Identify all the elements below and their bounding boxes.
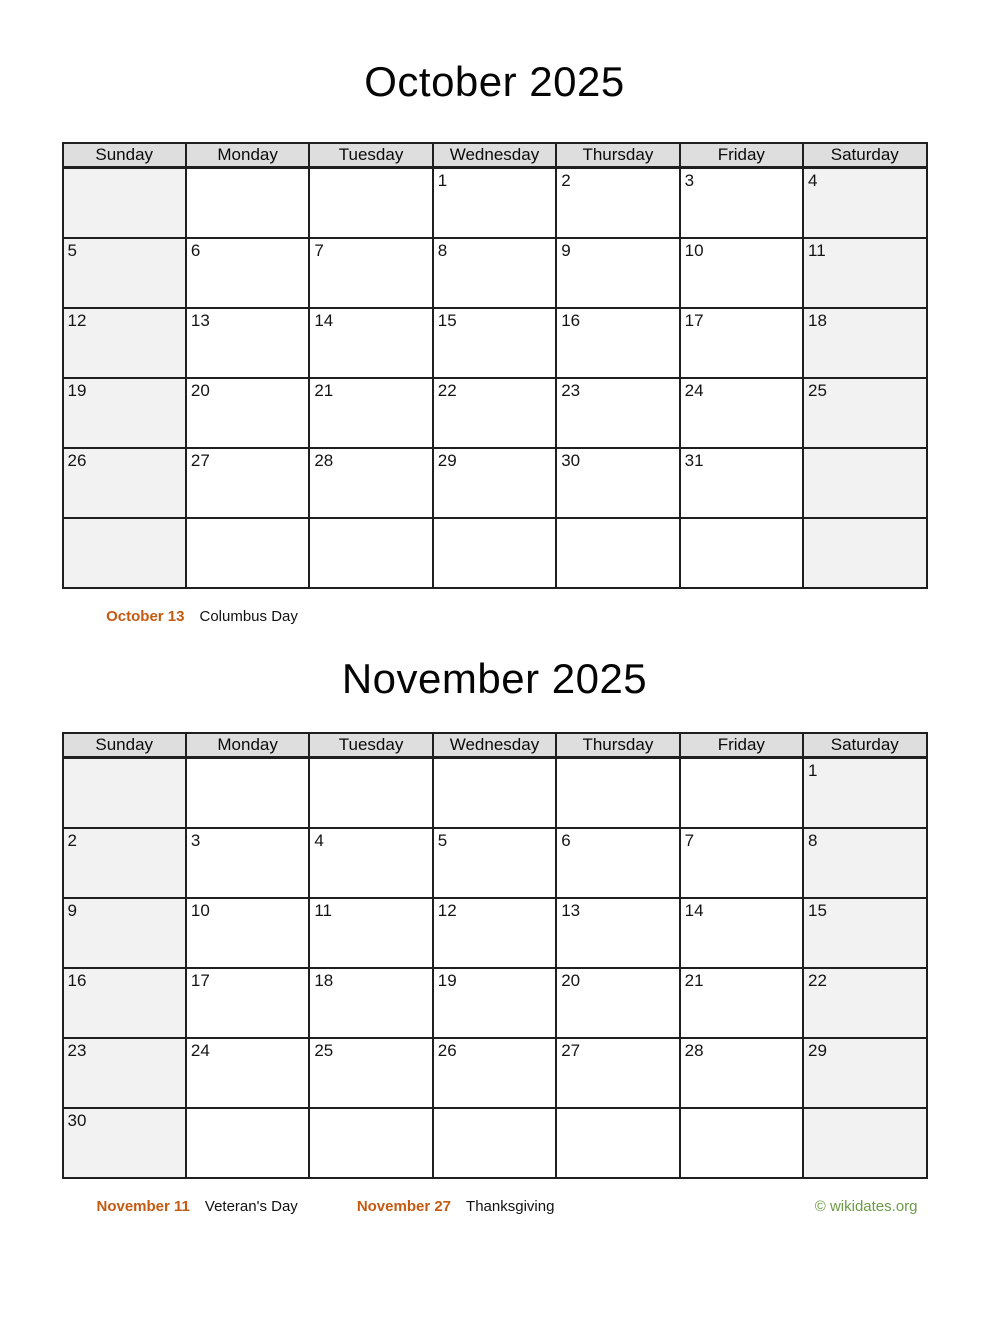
day-cell-empty [433, 518, 556, 588]
day-cell-empty [433, 758, 556, 829]
month-section-october [0, 56, 989, 627]
day-cell-empty [63, 758, 186, 829]
day-cell-16: 16 [556, 308, 679, 378]
weekday-header-monday: Monday [186, 733, 309, 758]
day-cell-2: 2 [63, 828, 186, 898]
day-cell-6: 6 [556, 828, 679, 898]
day-cell-21: 21 [309, 378, 432, 448]
weekday-header-tuesday: Tuesday [309, 733, 432, 758]
day-cell-13: 13 [186, 308, 309, 378]
day-cell-7: 7 [309, 238, 432, 308]
day-cell-6: 6 [186, 238, 309, 308]
wikidates-copyright-link[interactable]: © wikidates.org [814, 1198, 918, 1215]
day-cell-empty [803, 518, 926, 588]
day-cell-22: 22 [433, 378, 556, 448]
day-cell-24: 24 [680, 378, 803, 448]
day-cell-29: 29 [433, 448, 556, 518]
day-cell-12: 12 [433, 898, 556, 968]
day-cell-empty [803, 448, 926, 518]
day-cell-17: 17 [186, 968, 309, 1038]
november-notes [62, 1197, 928, 1217]
month-title-october: October 2025 [364, 58, 625, 105]
day-cell-14: 14 [680, 898, 803, 968]
day-cell-empty [556, 518, 679, 588]
day-cell-15: 15 [433, 308, 556, 378]
weekday-header-saturday: Saturday [803, 733, 926, 758]
november-calendar-table [62, 732, 928, 1179]
holiday-note-veterans-day [97, 1197, 298, 1217]
day-cell-28: 28 [680, 1038, 803, 1108]
day-cell-18: 18 [803, 308, 926, 378]
day-cell-5: 5 [433, 828, 556, 898]
holiday-label: Veteran's Day [204, 1198, 298, 1215]
week-row [63, 448, 927, 518]
day-cell-2: 2 [556, 168, 679, 239]
day-cell-7: 7 [680, 828, 803, 898]
weekday-header-wednesday: Wednesday [433, 143, 556, 168]
day-cell-empty [186, 758, 309, 829]
day-cell-8: 8 [433, 238, 556, 308]
day-cell-17: 17 [680, 308, 803, 378]
day-cell-4: 4 [309, 828, 432, 898]
day-cell-empty [63, 518, 186, 588]
day-cell-24: 24 [186, 1038, 309, 1108]
week-row [63, 898, 927, 968]
week-row [63, 828, 927, 898]
day-cell-10: 10 [186, 898, 309, 968]
day-cell-3: 3 [680, 168, 803, 239]
october-notes [62, 607, 928, 627]
day-cell-26: 26 [63, 448, 186, 518]
week-row [63, 758, 927, 829]
week-row [63, 1038, 927, 1108]
day-cell-12: 12 [63, 308, 186, 378]
day-cell-31: 31 [680, 448, 803, 518]
day-cell-21: 21 [680, 968, 803, 1038]
weekday-header-friday: Friday [680, 733, 803, 758]
weekday-header-saturday: Saturday [803, 143, 926, 168]
day-cell-empty [186, 518, 309, 588]
calendar-page [0, 56, 989, 1336]
day-cell-empty [556, 758, 679, 829]
weekday-header-sunday: Sunday [63, 733, 186, 758]
day-cell-empty [680, 518, 803, 588]
weekday-header-wednesday: Wednesday [433, 733, 556, 758]
holiday-note-thanksgiving [357, 1197, 555, 1217]
day-cell-empty [309, 758, 432, 829]
day-cell-25: 25 [803, 378, 926, 448]
day-cell-29: 29 [803, 1038, 926, 1108]
day-cell-30: 30 [556, 448, 679, 518]
day-cell-10: 10 [680, 238, 803, 308]
day-cell-empty [309, 518, 432, 588]
week-row [63, 1108, 927, 1178]
day-cell-30: 30 [63, 1108, 186, 1178]
holiday-label: Columbus Day [199, 608, 298, 625]
day-cell-16: 16 [63, 968, 186, 1038]
week-row [63, 968, 927, 1038]
day-cell-28: 28 [309, 448, 432, 518]
day-cell-1: 1 [433, 168, 556, 239]
holiday-date: November 27 [356, 1198, 452, 1215]
weekday-header-row [63, 733, 927, 758]
day-cell-empty [680, 758, 803, 829]
week-row [63, 238, 927, 308]
day-cell-empty [309, 168, 432, 239]
day-cell-25: 25 [309, 1038, 432, 1108]
day-cell-empty [309, 1108, 432, 1178]
day-cell-13: 13 [556, 898, 679, 968]
weekday-header-tuesday: Tuesday [309, 143, 432, 168]
day-cell-20: 20 [186, 378, 309, 448]
month-title-november: November 2025 [341, 655, 648, 702]
day-cell-19: 19 [433, 968, 556, 1038]
day-cell-empty [63, 168, 186, 239]
holiday-label: Thanksgiving [466, 1198, 555, 1215]
week-row [63, 168, 927, 239]
day-cell-23: 23 [63, 1038, 186, 1108]
day-cell-27: 27 [556, 1038, 679, 1108]
weekday-header-thursday: Thursday [556, 143, 679, 168]
day-cell-20: 20 [556, 968, 679, 1038]
week-row [63, 518, 927, 588]
weekday-header-sunday: Sunday [63, 143, 186, 168]
weekday-header-friday: Friday [680, 143, 803, 168]
month-section-november [0, 653, 989, 1217]
day-cell-22: 22 [803, 968, 926, 1038]
week-row [63, 308, 927, 378]
day-cell-3: 3 [186, 828, 309, 898]
weekday-header-thursday: Thursday [556, 733, 679, 758]
day-cell-19: 19 [63, 378, 186, 448]
october-calendar-table [62, 142, 928, 589]
day-cell-empty [186, 168, 309, 239]
day-cell-18: 18 [309, 968, 432, 1038]
day-cell-4: 4 [803, 168, 926, 239]
day-cell-9: 9 [556, 238, 679, 308]
day-cell-8: 8 [803, 828, 926, 898]
day-cell-11: 11 [309, 898, 432, 968]
day-cell-14: 14 [309, 308, 432, 378]
day-cell-26: 26 [433, 1038, 556, 1108]
day-cell-empty [803, 1108, 926, 1178]
holiday-date: October 13 [106, 608, 185, 625]
day-cell-empty [433, 1108, 556, 1178]
day-cell-23: 23 [556, 378, 679, 448]
holiday-date: November 11 [96, 1198, 190, 1215]
holiday-note-columbus-day [97, 607, 298, 627]
day-cell-11: 11 [803, 238, 926, 308]
day-cell-27: 27 [186, 448, 309, 518]
day-cell-empty [556, 1108, 679, 1178]
weekday-header-monday: Monday [186, 143, 309, 168]
day-cell-empty [186, 1108, 309, 1178]
week-row [63, 378, 927, 448]
day-cell-1: 1 [803, 758, 926, 829]
weekday-header-row [63, 143, 927, 168]
day-cell-15: 15 [803, 898, 926, 968]
day-cell-5: 5 [63, 238, 186, 308]
day-cell-9: 9 [63, 898, 186, 968]
day-cell-empty [680, 1108, 803, 1178]
